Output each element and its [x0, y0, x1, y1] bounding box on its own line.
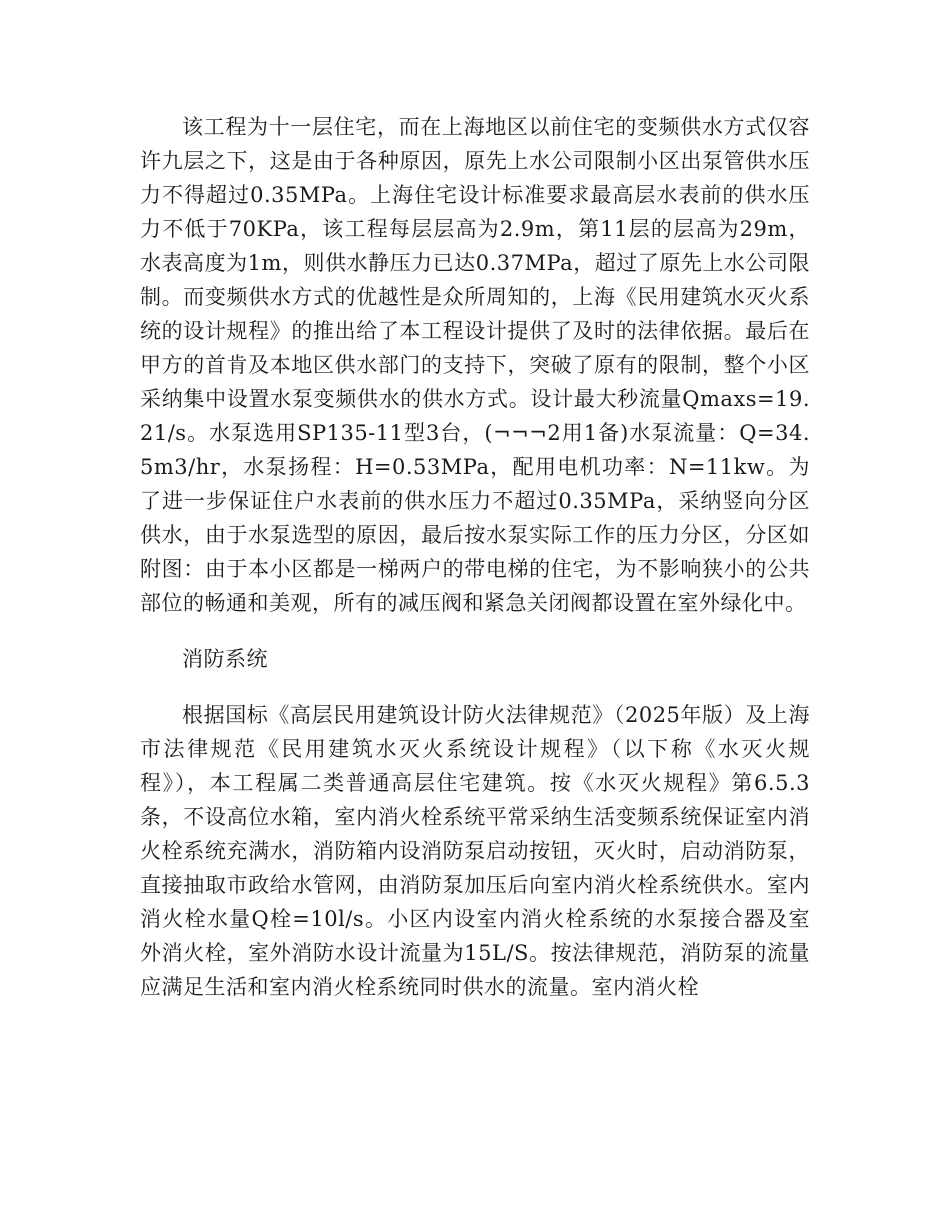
section-heading-fire-protection: 消防系统 — [182, 647, 268, 671]
paragraph-fire-protection: 根据国标《高层民用建筑设计防火法律规范》（2025年版）及上海市法律规范《民用建筑水灭火系统设计规程》（以下称《水灭火规程》），本工程属二类普通高层住宅建筑。按《水灭火规程》第6.5.3条，不设高位水箱，室内消火栓系统平常采纳生活变频系统保证室内消火栓系统充满水，消防箱内设消防泵启动按钮，灭火时，启动消防泵，直接抽取市政给水管网，由消防泵加压后向室内消火栓系统供水。室内消火栓水量Q栓=10l/s。小区内设室内消火栓系统的水泵接合器及室外消火栓，室外消防水设计流量为15L/S。按法律规范，消防泵的流量应满足生活和室内消火栓系统同时供水的流量。室内消火栓 — [140, 703, 810, 999]
paragraph-water-supply: 该工程为十一层住宅，而在上海地区以前住宅的变频供水方式仅容许九层之下，这是由于各种原因，原先上水公司限制小区出泵管供水压力不得超过0.35MPa。上海住宅设计标准要求最高层水表前的供水压力不低于70KPa，该工程每层层高为2.9m，第11层的层高为29m，水表高度为1m，则供水静压力已达0.37MPa，超过了原先上水公司限制。而变频供水方式的优越性是众所周知的，上海《民用建筑水灭火系统的设计规程》的推出给了本工程设计提供了及时的法律依据。最后在甲方的首肯及本地区供水部门的支持下，突破了原有的限制，整个小区采纳集中设置水泵变频供水的供水方式。设计最大秒流量Qmaxs=19.21/s。水泵选用SP135-11型3台，(¬¬¬2用1备)水泵流量：Q=34.5m3/hr，水泵扬程：H=0.53MPa，配用电机功率：N=11kw。为了进一步保证住户水表前的供水压力不超过0.35MPa，采纳竖向分区供水，由于水泵选型的原因，最后按水泵实际工作的压力分区，分区如附图：由于本小区都是一梯两户的带电梯的住宅，为不影响狭小的公共部位的畅通和美观，所有的减压阀和紧急关闭阀都设置在室外绿化中。 — [140, 115, 811, 615]
